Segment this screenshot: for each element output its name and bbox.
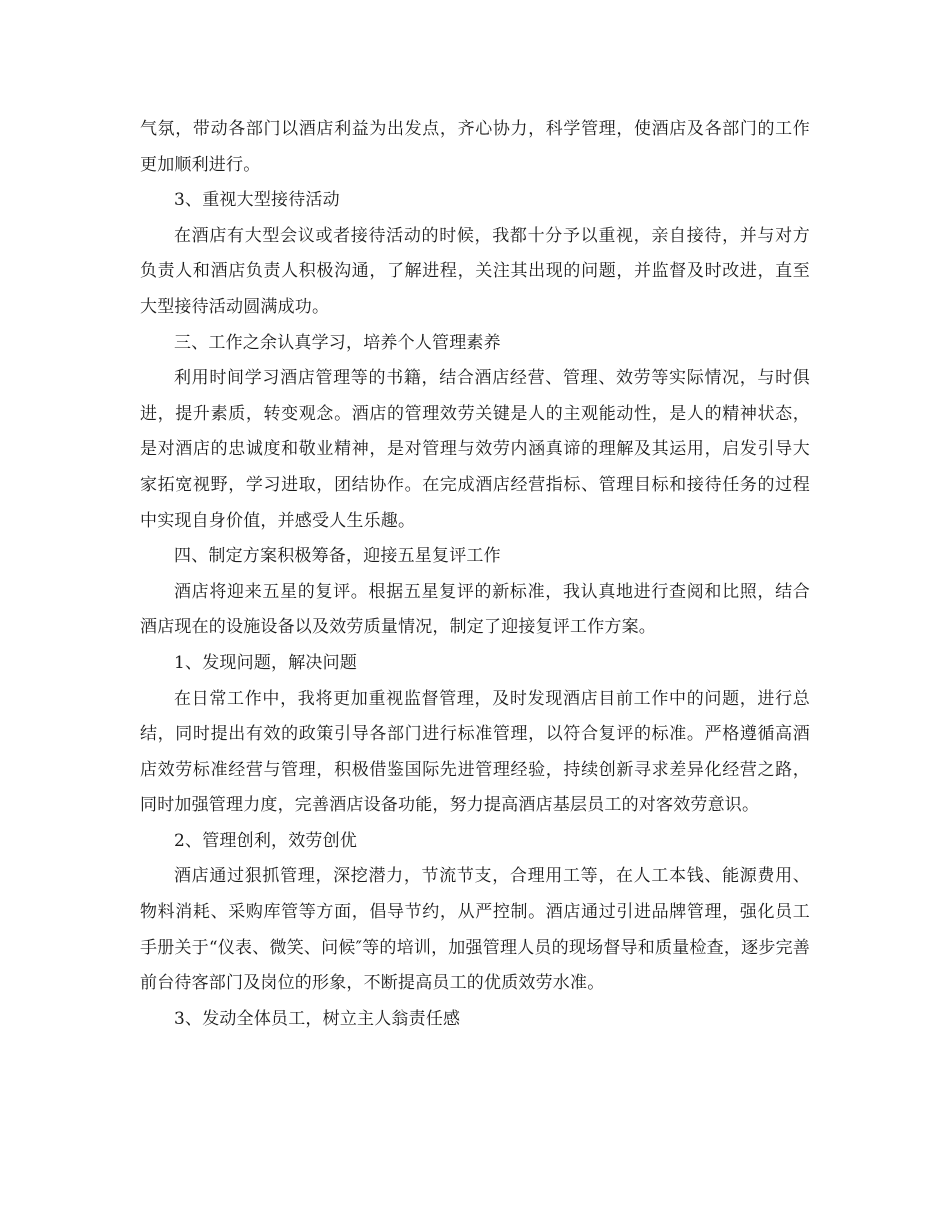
- paragraph: 在日常工作中，我将更加重视监督管理，及时发现酒店目前工作中的问题，进行总结，同时提出有效的政策引导各部门进行标准管理，以符合复评的标准。严格遵循高酒店效劳标准经营与管理，积极借鉴国际先进管理经验，持续创新寻求差异化经营之路，同时加强管理力度，完善酒店设备功能，努力提高酒店基层员工的对客效劳意识。: [140, 688, 810, 816]
- paragraph: 酒店将迎来五星的复评。根据五星复评的新标准，我认真地进行查阅和比照，结合酒店现在的设施设备以及效劳质量情况，制定了迎接复评工作方案。: [140, 581, 810, 638]
- section-heading-three: 三、工作之余认真学习，培养个人管理素养: [174, 332, 501, 353]
- paragraph: 利用时间学习酒店管理等的书籍，结合酒店经营、管理、效劳等实际情况，与时俱进，提升素质，转变观念。酒店的管理效劳关键是人的主观能动性，是人的精神状态，是对酒店的忠诚度和敬业精神，是对管理与效劳内涵真谛的理解及其运用，启发引导大家拓宽视野，学习进取，团结协作。在完成酒店经营指标、管理目标和接待任务的过程中实现自身价值，并感受人生乐趣。: [140, 368, 810, 531]
- paragraph: 酒店通过狠抓管理，深挖潜力，节流节支，合理用工等，在人工本钱、能源费用、物料消耗、采购库管等方面，倡导节约，从严控制。酒店通过引进品牌管理，强化员工手册关于“仪表、微笑、问候″等的培训，加强管理人员的现场督导和质量检查，逐步完善前台待客部门及岗位的形象，不断提高员工的优质效劳水准。: [140, 866, 810, 994]
- paragraph: 在酒店有大型会议或者接待活动的时候，我都十分予以重视，亲自接待，并与对方负责人和酒店负责人积极沟通，了解进程，关注其出现的问题，并监督及时改进，直至大型接待活动圆满成功。: [140, 225, 810, 317]
- document-body: [140, 112, 810, 1037]
- subheading-3-mobilize-staff: 3、发动全体员工，树立主人翁责任感: [174, 1008, 461, 1029]
- subheading-2-management: 2、管理创利，效劳创优: [174, 830, 358, 851]
- subheading-1-find-problems: 1、发现问题，解决问题: [174, 652, 358, 673]
- section-heading-four: 四、制定方案积极筹备，迎接五星复评工作: [174, 546, 501, 567]
- subheading-3-large-reception: 3、重视大型接待活动: [174, 190, 340, 211]
- paragraph-continuation: 气氛，带动各部门以酒店利益为出发点，齐心协力，科学管理，使酒店及各部门的工作更加顺利进行。: [140, 119, 810, 175]
